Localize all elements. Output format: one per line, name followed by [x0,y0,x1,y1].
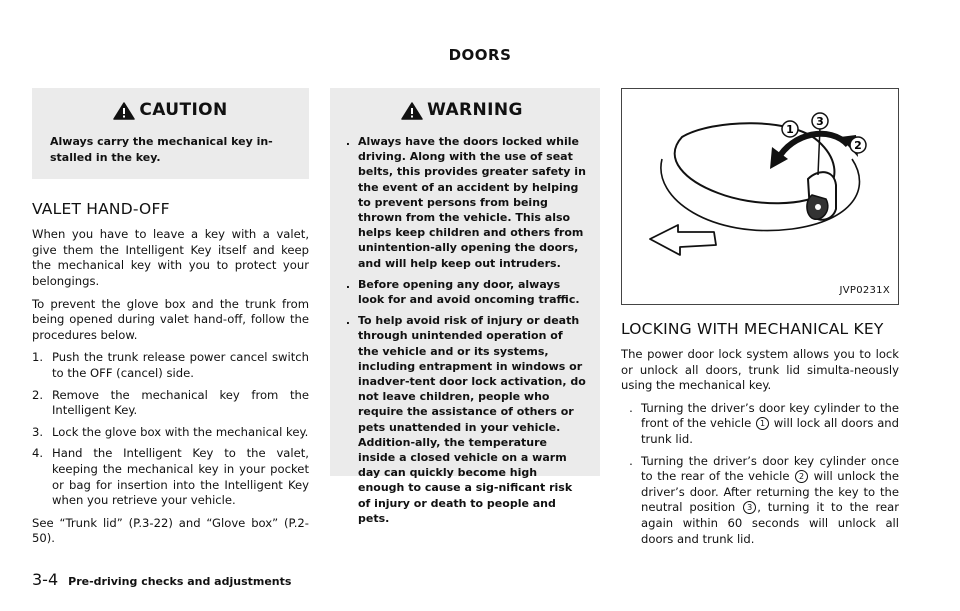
left-column [32,88,309,554]
label-2 [850,137,866,153]
step-number: 4. [32,446,44,461]
caution-title [42,102,299,120]
step-text: Push the trunk release power cancel switch to the OFF (cancel) side. [52,350,309,380]
page-number: 3-4 [32,570,59,589]
front-direction-arrow [650,225,716,255]
valet-intro-1: When you have to leave a key with a valet, give them the Intelligent Key itself and keep the mechanical key with you to protect your belongings. [32,227,309,288]
list-item [621,401,899,448]
locking-list [621,401,899,547]
circled-number: 1 [756,417,769,430]
label-1 [782,121,798,137]
list-item [32,446,309,508]
valet-heading: VALET HAND-OFF [32,200,170,219]
list-item [338,313,586,526]
footer-title: Pre-driving checks and adjustments [68,575,292,588]
page-header: DOORS [448,46,512,64]
list-item [338,134,586,271]
list-item [32,350,309,381]
text-part: , turning it to the rear again within 60 seconds will unlock all doors and trunk lid. [641,500,900,546]
circled-number: 3 [743,501,756,514]
warning-item-text: Always have the doors locked while driving. Along with the use of seat belts, this provides greater safety in the event of an accident by helping to prevent persons from being thrown from the vehicle. This also helps keep children and others from unintention-ally opening the doors, and will help keep out intruders. [358,135,586,270]
warning-triangle-icon [113,102,135,120]
right-column [621,88,899,553]
valet-see-also: See “Trunk lid” (P.3-22) and “Glove box” (P.2-50). [32,515,309,546]
caution-title-text: CAUTION [139,100,228,121]
circled-number: 2 [795,470,808,483]
figure-code: JVP0231X [839,285,890,297]
bullet: . [345,135,351,148]
warning-title [338,102,586,120]
bullet: . [345,314,351,328]
page-footer [32,570,291,589]
warning-list [338,134,586,526]
locking-intro: The power door lock system allows you to lock or unlock all doors, trunk lid simulta-neously using the mechanical key. [621,347,899,393]
key-icon [807,195,828,219]
warning-item-text: To help avoid risk of injury or death through unintended operation of the vehicle and or its systems, including entrapment in windows or inadver-tent door lock activation, do not leave children, people who require the assistance of others or pets unattended in your vehicle. Addition-ally, the temperature inside a closed vehicle on a warm day can quickly become high enough to cause a sig-nificant risk of injury or death to people and pets. [358,314,586,525]
valet-steps [32,350,309,508]
text-part: will unlock the driver’s door. After returning the key to the neutral position [641,469,899,515]
warning-box [330,88,600,525]
bullet: . [629,400,633,415]
caution-text: Always carry the mechanical key in-stalled in the key. [50,135,273,164]
list-item [32,388,309,419]
step-number: 1. [32,350,44,365]
list-item [621,454,899,548]
step-text: Lock the glove box with the mechanical key. [52,424,309,439]
door-handle-figure [621,88,899,305]
middle-column [330,88,600,525]
label-3-text: 3 [816,115,824,128]
list-item [32,425,309,441]
caution-box [32,88,309,179]
text-part: Turning the driver’s door key cylinder to the front of the vehicle [641,400,899,431]
step-text: Hand the Intelligent Key to the valet, keeping the mechanical key in your pocket or bag for insertion into the Intelligent Key when you retrieve your vehicle. [52,446,309,508]
door-handle-illustration [622,89,898,304]
locking-item-text [641,401,899,448]
bullet: . [345,277,351,291]
locking-item-text [641,454,899,548]
bullet: . [629,453,633,468]
valet-intro-2: To prevent the glove box and the trunk from being opened during valet hand-off, follow the procedures below. [32,296,309,342]
text-part: will lock all doors and trunk lid. [641,416,900,446]
list-item [338,277,586,307]
locking-heading: LOCKING WITH MECHANICAL KEY [621,320,884,338]
warning-title-text: WARNING [427,100,523,121]
label-1-text: 1 [786,123,794,136]
label-3 [812,113,828,129]
step-number: 3. [32,424,44,439]
label-2-text: 2 [854,139,862,152]
step-number: 2. [32,387,44,402]
warning-item-text: Before opening any door, always look for and avoid oncoming traffic. [358,277,580,307]
text-part: Turning the driver’s door key cylinder once to the rear of the vehicle [641,453,899,484]
step-text: Remove the mechanical key from the Intelligent Key. [52,387,309,418]
warning-triangle-icon [401,102,423,120]
